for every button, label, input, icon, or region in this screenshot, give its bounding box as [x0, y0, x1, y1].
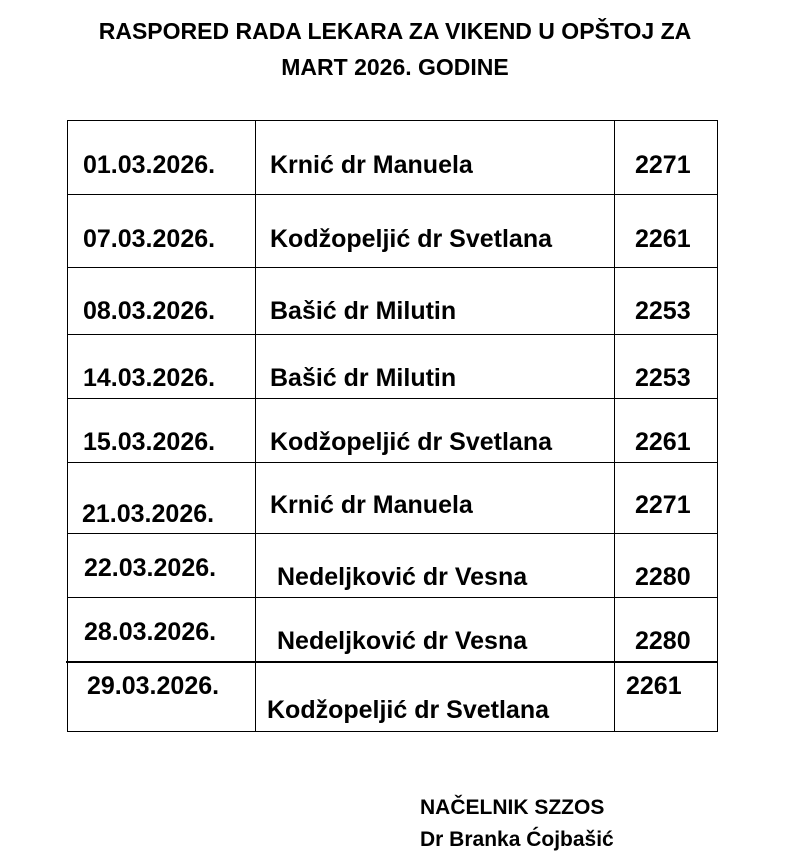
row-doctor: Kodžopeljić dr Svetlana — [270, 225, 553, 253]
row-doctor: Bašić dr Milutin — [270, 297, 457, 325]
row-date: 22.03.2026. — [84, 554, 217, 582]
row-divider — [68, 462, 717, 463]
row-doctor: Nedeljković dr Vesna — [277, 627, 528, 655]
column-divider — [255, 121, 256, 731]
row-doctor: Kodžopeljić dr Svetlana — [267, 696, 550, 724]
row-date: 28.03.2026. — [84, 618, 217, 646]
row-code: 2261 — [626, 672, 682, 700]
row-date: 29.03.2026. — [87, 672, 220, 700]
row-divider — [66, 661, 717, 663]
row-doctor: Bašić dr Milutin — [270, 364, 457, 392]
row-divider — [68, 267, 717, 268]
row-code: 2280 — [635, 627, 691, 655]
row-code: 2261 — [635, 225, 691, 253]
signature-role: NAČELNIK SZZOS — [420, 796, 605, 819]
row-doctor: Krnić dr Manuela — [270, 151, 473, 179]
row-divider — [68, 597, 717, 598]
row-doctor: Nedeljković dr Vesna — [277, 563, 528, 591]
row-code: 2253 — [635, 297, 691, 325]
row-date: 07.03.2026. — [83, 225, 216, 253]
row-date: 08.03.2026. — [83, 297, 216, 325]
row-code: 2253 — [635, 364, 691, 392]
row-date: 14.03.2026. — [83, 364, 216, 392]
column-divider — [614, 121, 615, 731]
row-code: 2271 — [635, 151, 691, 179]
row-code: 2271 — [635, 491, 691, 519]
row-date: 15.03.2026. — [83, 428, 216, 456]
row-code: 2261 — [635, 428, 691, 456]
row-divider — [68, 398, 717, 399]
row-doctor: Krnić dr Manuela — [270, 491, 473, 519]
row-code: 2280 — [635, 563, 691, 591]
schedule-table — [67, 120, 718, 732]
row-date: 21.03.2026. — [82, 500, 215, 528]
row-divider — [68, 533, 717, 534]
row-doctor: Kodžopeljić dr Svetlana — [270, 428, 553, 456]
row-date: 01.03.2026. — [83, 151, 216, 179]
row-divider — [68, 334, 717, 335]
row-divider — [68, 194, 717, 195]
document-title-line-2: MART 2026. GODINE — [281, 54, 509, 80]
signature-name: Dr Branka Ćojbašić — [420, 828, 614, 851]
document-title-line-1: RASPORED RADA LEKARA ZA VIKEND U OPŠTOJ ZA — [98, 18, 692, 44]
